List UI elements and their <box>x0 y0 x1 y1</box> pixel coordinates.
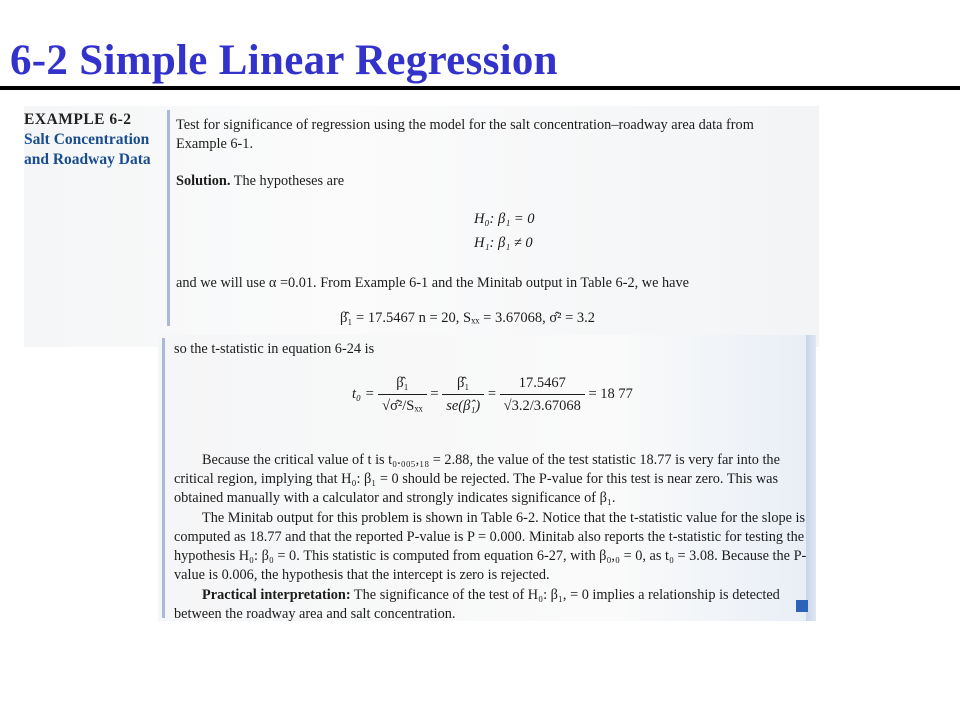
example-title-line1: Salt Concentration <box>24 131 150 148</box>
fraction-2-denominator: se(β̂₁) <box>446 398 481 414</box>
t-result: = 18 77 <box>588 385 633 402</box>
example-divider <box>167 110 170 326</box>
end-of-example-icon <box>796 600 808 612</box>
t-statistic-equation <box>352 372 633 417</box>
fraction-1-numerator: β̂₁ <box>378 372 427 395</box>
estimates-equation: β̂₁ = 17.5467 n = 20, Sₓₓ = 3.67068, σ̂² = 3.2 <box>340 310 596 326</box>
practical-label: Practical interpretation: <box>202 587 351 603</box>
fraction-3-numerator: 17.5467 <box>500 372 585 395</box>
solution-paragraph <box>176 172 808 191</box>
slide-title: 6-2 Simple Linear Regression <box>10 37 558 84</box>
critical-value-paragraph: Because the critical value of t is t₀.₀₀₅,₁₈ = 2.88, the value of the test statistic 18.77 is very far into the critical region, implying that H₀: β₁ = 0 should be rejected. The P-value for this test is near zero. This was obtained manually with a calculator and strongly indicates significance of β₁. <box>174 452 780 506</box>
fraction-1 <box>378 372 427 417</box>
text-divider <box>162 338 165 618</box>
equals-sign: = <box>487 385 496 402</box>
example-title-line2: and Roadway Data <box>24 151 151 168</box>
fraction-2 <box>442 372 484 417</box>
practical-paragraph <box>174 586 796 624</box>
solution-text: The hypotheses are <box>230 173 345 189</box>
intro-text: Test for significance of regression using the model for the salt concentration–roadway area data from Example 6-1. <box>176 117 754 152</box>
alternative-hypothesis: H₁: β₁ ≠ 0 <box>474 235 533 251</box>
null-hypothesis: H₀: β₁ = 0 <box>474 211 535 227</box>
minitab-paragraph: The Minitab output for this problem is shown in Table 6-2. Notice that the t-statistic value for the slope is computed as 18.77 and that the reported P-value is P = 0.000. Minitab also reports the t-statistic for testing the hypothesis H₀: β₀ = 0. This statistic is computed from equation 6-27, with β₀,₀ = 0, as t₀ = 3.08. Because the P-value is 0.006, the hypothesis that the intercept is zero is rejected. <box>174 510 807 583</box>
example-label <box>24 110 167 170</box>
fraction-3-denominator: √3.2/3.67068 <box>503 398 581 414</box>
title-underline <box>0 86 960 90</box>
tstat-intro: so the t-statistic in equation 6-24 is <box>174 341 375 357</box>
example-number: EXAMPLE 6-2 <box>24 111 132 128</box>
fraction-3 <box>500 372 585 417</box>
t-lhs: t₀ = <box>352 385 375 402</box>
solution-label: Solution. <box>176 173 231 189</box>
practical-text: The significance of the test of H₀: β₁, = 0 implies a relationship is detected between the roadway area and salt concentration. <box>174 587 780 622</box>
equals-sign: = <box>430 385 439 402</box>
fraction-2-numerator: β̂₁ <box>442 372 484 395</box>
alpha-text: and we will use α =0.01. From Example 6-1 and the Minitab output in Table 6-2, we have <box>176 275 689 291</box>
fraction-1-denominator: √σ̂²/Sₓₓ <box>382 398 423 414</box>
